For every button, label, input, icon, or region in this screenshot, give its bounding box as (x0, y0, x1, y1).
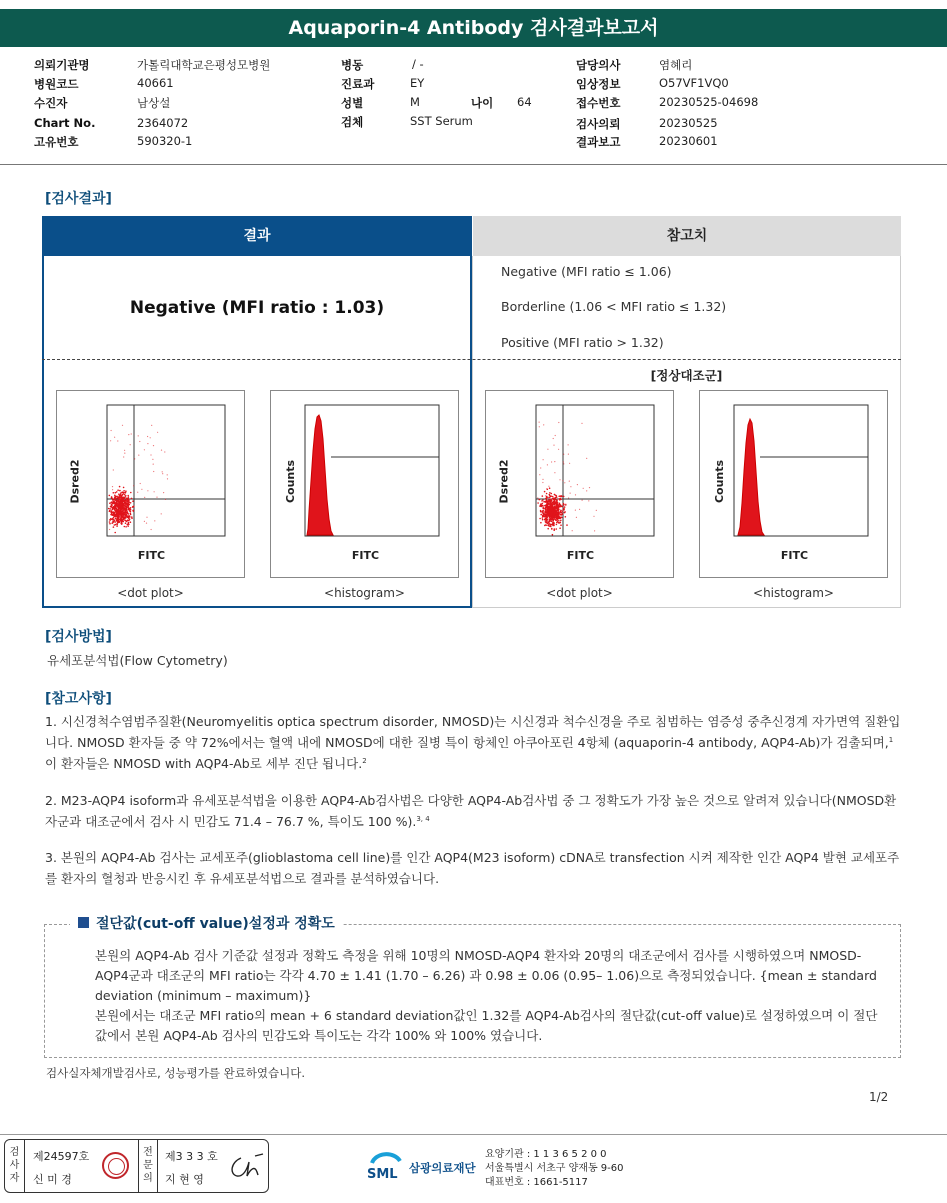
value-ward: / - (412, 57, 424, 71)
note-1-text: 1. 시신경척수염범주질환(Neuromyelitis optica spectrum disorder, NMOSD)는 시신경과 척수신경을 주로 침범하는 염증성 중추신경계 자가면역 질환입니다. NMOSD 환자들 중 약 72%에서는 혈액 내에 NMOSD에 대한 질병 특이 항체인 아쿠아포린 4항체 (aquaporin-4 antibody, AQP4-Ab)가 검출되며, (45, 714, 901, 750)
value-report-date: 20230601 (659, 134, 718, 148)
company-info-line-1: 요양기관 : 1 1 3 6 5 2 0 0 (485, 1149, 607, 1160)
result-value: Negative (MFI ratio : 1.03) (129, 298, 385, 318)
examiner-license: 제24597호 (33, 1150, 90, 1163)
note-1 (45, 711, 903, 774)
value-specimen: SST Serum (410, 114, 473, 128)
seal-stamp-icon (102, 1152, 129, 1179)
dot-cloud (108, 425, 168, 534)
patient-info (0, 55, 947, 165)
note-1-ref-b: 2 (362, 756, 367, 765)
value-patient: 남상설 (137, 96, 171, 110)
cutoff-title-text: 절단값(cut-off value)설정과 정확도 (96, 916, 335, 932)
control-dot-plot-caption: <dot plot> (546, 586, 613, 600)
examiner-label: 검 사 자 (5, 1140, 25, 1192)
note-1-ref-a: 1 (888, 735, 894, 744)
normal-control-label: [정상대조군] (650, 368, 723, 383)
reference-positive: Positive (MFI ratio > 1.32) (501, 335, 664, 350)
sml-logo-icon (366, 1149, 406, 1183)
note-3-text: 3. 본원의 AQP4-Ab 검사는 교세포주(glioblastoma cell line)를 인간 AQP4(M23 isoform) cDNA로 transfection 시켜 제작한 인간 AQP4 발현 교세포주를 환자의 혈청과 반응시킨 후 유세포분석법으로 결과를 분석하였습니다. (45, 850, 900, 886)
label-request-date: 검사의뢰 (576, 117, 621, 131)
label-patient: 수진자 (34, 96, 68, 110)
notes-section-title: [참고사항] (45, 691, 112, 707)
control-dot-cloud (537, 422, 597, 536)
control-histogram-peak (738, 419, 764, 535)
value-chart-no: 2364072 (137, 116, 189, 130)
label-age: 나이 (471, 96, 494, 110)
value-department: EY (410, 76, 425, 90)
label-hospital-code: 병원코드 (34, 77, 79, 91)
value-request-date: 20230525 (659, 116, 718, 130)
label-chart-no: Chart No. (34, 116, 96, 130)
note-2-text: 2. M23-AQP4 isoform과 유세포분석법을 이용한 AQP4-Ab검사법은 다양한 AQP4-Ab검사법 중 그 정확도가 가장 높은 것으로 알려져 있습니다(NMOSD환자군과 대조군에서 검사 시 민감도 71.4 – 76.7 %, 특이도 100 %). (45, 793, 897, 829)
value-doctor: 염혜리 (659, 58, 693, 72)
label-specimen: 검체 (341, 115, 364, 129)
patient-histogram-caption: <histogram> (324, 586, 405, 600)
label-institution: 의뢰기관명 (34, 58, 90, 72)
label-sex: 성별 (341, 96, 364, 110)
result-header: 결과 (42, 216, 472, 256)
company-info-line-2: 서울특별시 서초구 양재동 9-60 (485, 1163, 624, 1174)
label-ward: 병동 (341, 58, 364, 72)
label-unique-no: 고유번호 (34, 135, 79, 149)
control-dot-plot-xlabel: FITC (566, 549, 595, 562)
signature-box (4, 1139, 269, 1193)
note-1-text-cont: 이 환자들은 NMOSD with AQP4-Ab로 세부 진단 됩니다. (45, 756, 363, 771)
value-sex: M (410, 95, 420, 109)
method-section-title: [검사방법] (45, 629, 112, 645)
patient-dot-plot-caption: <dot plot> (117, 586, 184, 600)
footer-divider (0, 1134, 947, 1135)
value-hospital-code: 40661 (137, 76, 174, 90)
examiner-name: 신 미 경 (33, 1173, 72, 1186)
control-dot-plot (485, 390, 674, 578)
cutoff-paragraph-2: 본원에서는 대조군 MFI ratio의 mean + 6 standard deviation값인 1.32를 AQP4-Ab검사의 절단값(cut-off value)로 설정하였으며 이 절단값에서 본원 AQP4-Ab 검사의 민감도와 특이도는 각각 100% 와 100% 였습니다. (95, 1008, 878, 1043)
note-3 (45, 847, 903, 889)
value-unique-no: 590320-1 (137, 134, 193, 148)
control-histogram-ylabel: Counts (713, 459, 727, 504)
signature-icon (227, 1152, 265, 1182)
label-receipt-no: 접수번호 (576, 96, 621, 110)
reviewer-label: 전 문 의 (138, 1140, 158, 1192)
cutoff-paragraph-1: 본원의 AQP4-Ab 검사 기준값 설정과 정확도 측정을 위해 10명의 NMOSD-AQP4 환자와 20명의 대조군에서 검사를 시행하였으며 NMOSD-AQP4군과 대조군의 MFI ratio는 각각 4.70 ± 1.41 (1.70 – 6.26) 과 0.98 ± 0.06 (0.95– 1.06)으로 측정되었습니다. {mean ± standard deviation (minimum – maximum)} (95, 948, 877, 1003)
label-department: 진료과 (341, 77, 375, 91)
reviewer-name: 지 현 영 (165, 1173, 204, 1186)
info-divider (0, 164, 947, 165)
reference-negative: Negative (MFI ratio ≤ 1.06) (501, 264, 672, 279)
label-report-date: 결과보고 (576, 135, 621, 149)
value-clinical-info: O57VF1VQ0 (659, 76, 729, 90)
reference-header: 참고치 (473, 216, 901, 256)
company-info-line-3: 대표번호 : 1661-5117 (485, 1177, 588, 1188)
control-histogram-xlabel: FITC (780, 549, 809, 562)
note-2 (45, 790, 903, 832)
company-name: 삼광의료재단 (409, 1161, 476, 1175)
value-receipt-no: 20230525-04698 (659, 95, 759, 109)
control-histogram (699, 390, 888, 578)
histogram-ylabel: Counts (284, 459, 298, 504)
histogram-xlabel: FITC (351, 549, 380, 562)
sml-logo-text: SML (367, 1167, 398, 1182)
dashed-divider (42, 359, 901, 360)
cutoff-title (70, 913, 343, 933)
results-section-title: [검사결과] (45, 191, 112, 207)
method-text: 유세포분석법(Flow Cytometry) (47, 653, 228, 668)
company-info (485, 1148, 624, 1190)
reference-borderline: Borderline (1.06 < MFI ratio ≤ 1.32) (501, 299, 727, 314)
patient-dot-plot (56, 390, 245, 578)
label-doctor: 담당의사 (576, 58, 621, 72)
square-bullet-icon (78, 917, 89, 928)
report-title: Aquaporin-4 Antibody 검사결과보고서 (0, 9, 947, 47)
patient-histogram (270, 390, 459, 578)
note-2-ref: 3, 4 (416, 814, 430, 823)
dot-plot-ylabel: Dsred2 (68, 459, 82, 504)
reviewer-license: 제3 3 3 호 (165, 1150, 218, 1163)
value-age: 64 (517, 95, 532, 109)
histogram-peak (307, 415, 333, 535)
control-dot-plot-ylabel: Dsred2 (497, 459, 511, 504)
control-histogram-caption: <histogram> (753, 586, 834, 600)
page-number: 1/2 (869, 1090, 889, 1104)
footer-note: 검사실자체개발검사로, 성능평가를 완료하였습니다. (46, 1066, 306, 1080)
value-institution: 가톨릭대학교은평성모병원 (137, 58, 271, 72)
dot-plot-xlabel: FITC (137, 549, 166, 562)
label-clinical-info: 임상정보 (576, 77, 621, 91)
